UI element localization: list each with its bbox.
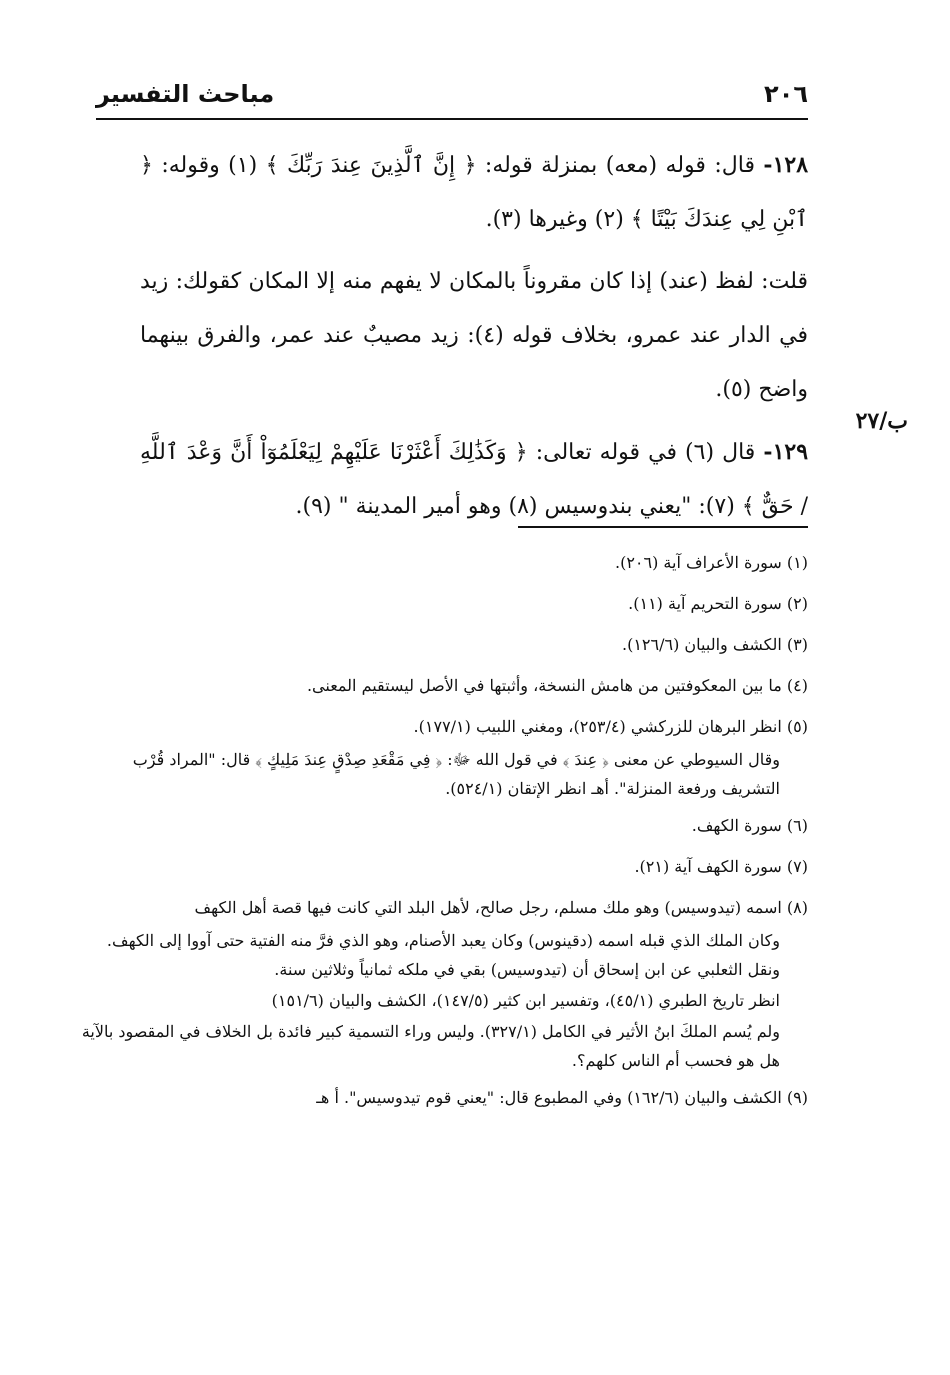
page-header bbox=[96, 78, 808, 120]
page-number: ٢٠٦ bbox=[764, 80, 808, 108]
footnote-2: (٢) سورة التحريم آية (١١). bbox=[628, 594, 808, 613]
footnote-8-continuation: انظر تاريخ الطبري (٤٥/١)، وتفسير ابن كثير (١٤٧/٥)، الكشف والبيان (١٥١/٦) bbox=[271, 991, 780, 1010]
footnote-8-continuation: ولم يُسم الملكَ ابنُ الأثير في الكامل (٣٢٧/١). وليس وراء التسمية كبير فائدة بل الخلاف في المقصود بالآية هل هو فحسب أم الناس كلهم؟. bbox=[81, 1022, 780, 1070]
paragraph-number: ١٢٨- bbox=[763, 152, 809, 178]
paragraph-text: قال: قوله (معه) بمنزلة قوله: ﴿ إِنَّ ٱلَّذِينَ عِندَ رَبِّكَ ﴾ (١) وقوله: ﴿ ٱبْنِ لِي عِندَكَ بَيْتًا ﴾ (٢) وغيرها (٣). bbox=[140, 153, 808, 232]
footnote-separator bbox=[518, 526, 808, 528]
footnote-8-continuation: وكان الملك الذي قبله اسمه (دقينوس) وكان يعبد الأصنام، وهو الذي فرَّ منه الفتية حتى آووا إلى الكهف. ونقل الثعلبي عن ابن إسحاق أن (تيدوسيس) بقي في ملكه ثمانياً وثلاثين سنة. bbox=[106, 931, 780, 979]
paragraph-128 bbox=[140, 138, 808, 247]
footnote-7: (٧) سورة الكهف آية (٢١). bbox=[634, 857, 808, 876]
footnote-1: (١) سورة الأعراف آية (٢٠٦). bbox=[614, 553, 808, 572]
footnote-5: (٥) انظر البرهان للزركشي (٢٥٣/٤)، ومغني اللبيب (١٧٧/١). bbox=[413, 717, 808, 736]
footnote-4: (٤) ما بين المعكوفتين من هامش النسخة، وأثبتها في الأصل ليستقيم المعنى. bbox=[306, 676, 808, 695]
paragraph-text: قال (٦) في قوله تعالى: ﴿ وَكَذَٰلِكَ أَعْثَرْنَا عَلَيْهِمْ لِيَعْلَمُوٓاْ أَنَّ وَعْدَ ٱللَّهِ / حَقٌّ ﴾ (٧): "يعني بندوسيس (٨) وهو أمير المدينة " (٩). bbox=[140, 440, 808, 519]
running-title: مباحث التفسير bbox=[96, 80, 275, 108]
paragraph-number: ١٢٩- bbox=[763, 439, 809, 465]
footnote-5-continuation: وقال السيوطي عن معنى ﴿ عِندَ ﴾ في قول الله ﷻ: ﴿ فِي مَقْعَدِ صِدْقٍ عِندَ مَلِيكٍ ﴾ قال: "المراد قُرْب التشريف ورفعة المنزلة". أهـ انظر الإتقان (٥٢٤/١). bbox=[132, 750, 780, 798]
paragraph-comment bbox=[140, 255, 808, 417]
footnotes bbox=[80, 548, 808, 1124]
paragraph-text: قلت: لفظ (عند) إذا كان مقروناً بالمكان لا يفهم منه إلا المكان كقولك: زيد في الدار عند عمرو، بخلاف قوله (٤): زيد مصيبٌ عند عمر، والفرق بينهما واضح (٥). bbox=[140, 269, 808, 402]
footnote-8: (٨) اسمه (تيدوسيس) وهو ملك مسلم، رجل صالح، لأهل البلد التي كانت فيها قصة أهل الكهف bbox=[194, 898, 808, 917]
footnote-3: (٣) الكشف والبيان (١٢٦/٦). bbox=[622, 635, 808, 654]
manuscript-folio-marker: ب/٢٧ bbox=[855, 408, 908, 434]
paragraph-129 bbox=[140, 425, 808, 534]
footnote-9: (٩) الكشف والبيان (١٦٢/٦) وفي المطبوع قال: "يعني قوم تيدوسيس". أ هـ bbox=[316, 1088, 808, 1107]
footnote-6: (٦) سورة الكهف. bbox=[691, 816, 808, 835]
main-text bbox=[140, 138, 808, 542]
